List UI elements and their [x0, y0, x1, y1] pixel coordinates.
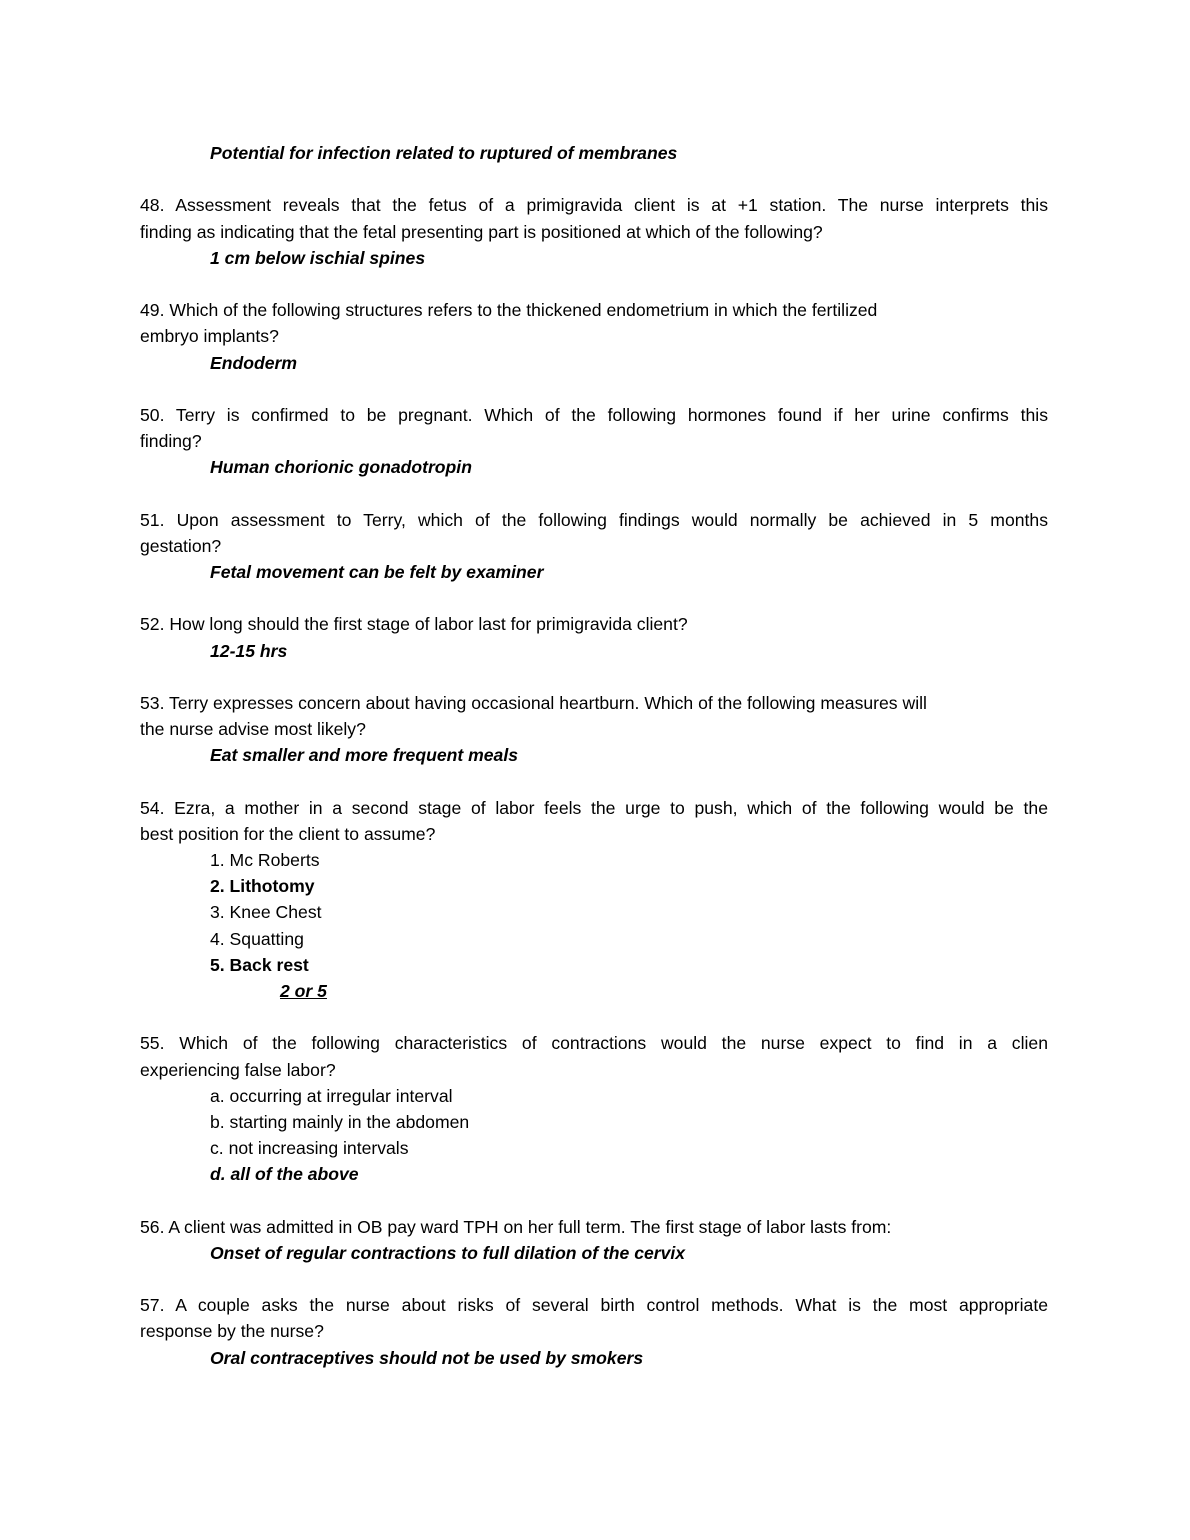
answer: Eat smaller and more frequent meals	[210, 745, 519, 766]
answer: Oral contraceptives should not be used by smokers	[210, 1347, 644, 1368]
document-page	[140, 140, 1048, 1371]
option: 4. Squatting	[210, 928, 304, 949]
option-correct: 5. Back rest	[210, 954, 309, 975]
option: a. occurring at irregular interval	[210, 1085, 453, 1106]
answer: Endoderm	[210, 352, 297, 373]
answer: Human chorionic gonadotropin	[210, 457, 472, 478]
option: b. starting mainly in the abdomen	[210, 1111, 470, 1132]
answer: d. all of the above	[210, 1164, 359, 1185]
option: 3. Knee Chest	[210, 902, 322, 923]
question-49: 49. Which of the following structures refers to the thickened endometrium in which the fertilized embryo implants? Endoderm	[140, 297, 1048, 376]
question-53: 53. Terry expresses concern about having occasional heartburn. Which of the following measures will the nurse advise most likely? Eat smaller and more frequent meals	[140, 690, 1048, 769]
option: 1. Mc Roberts	[210, 850, 320, 871]
answer: Onset of regular contractions to full dilation of the cervix	[210, 1242, 686, 1263]
question-56: 56. A client was admitted in OB pay ward TPH on her full term. The first stage of labor lasts from: Onset of regular contractions to full dilation of the cervix	[140, 1214, 1048, 1266]
answer: 12-15 hrs	[210, 640, 288, 661]
option-correct: 2. Lithotomy	[210, 876, 315, 897]
intro-answer: Potential for infection related to ruptured of membranes	[210, 143, 678, 163]
question-55: 55. Which of the following characteristics of contractions would the nurse expect to find in a clien experiencing false labor? a. occurring at irregular interval b. starting mainly in the abdomen c. not increasing intervals d. all of the above	[140, 1030, 1048, 1187]
question-52: 52. How long should the first stage of labor last for primigravida client? 12-15 hrs	[140, 611, 1048, 663]
answer: 2 or 5	[280, 981, 327, 1001]
answer: Fetal movement can be felt by examiner	[210, 562, 544, 582]
answer: 1 cm below ischial spines	[210, 247, 426, 268]
question-48: 48. Assessment reveals that the fetus of a primigravida client is at +1 station. The nurse interprets this finding as indicating that the fetal presenting part is positioned at which of the following? 1 cm below ischial spines	[140, 192, 1048, 271]
question-50: 50. Terry is confirmed to be pregnant. Which of the following hormones found if her urine confirms this finding? Human chorionic gonadotropin	[140, 402, 1048, 481]
question-51: 51. Upon assessment to Terry, which of the following findings would normally be achieved in 5 months gestation? Fetal movement can be felt by examiner	[140, 507, 1048, 586]
question-54: 54. Ezra, a mother in a second stage of labor feels the urge to push, which of the following would be the best position for the client to assume? 1. Mc Roberts 2. Lithotomy 3. Knee Chest 4. Squatting 5. Back rest 2 or 5	[140, 795, 1048, 1005]
option: c. not increasing intervals	[210, 1138, 409, 1159]
question-57: 57. A couple asks the nurse about risks of several birth control methods. What is the most appropriate response by the nurse? Oral contraceptives should not be used by smokers	[140, 1292, 1048, 1371]
